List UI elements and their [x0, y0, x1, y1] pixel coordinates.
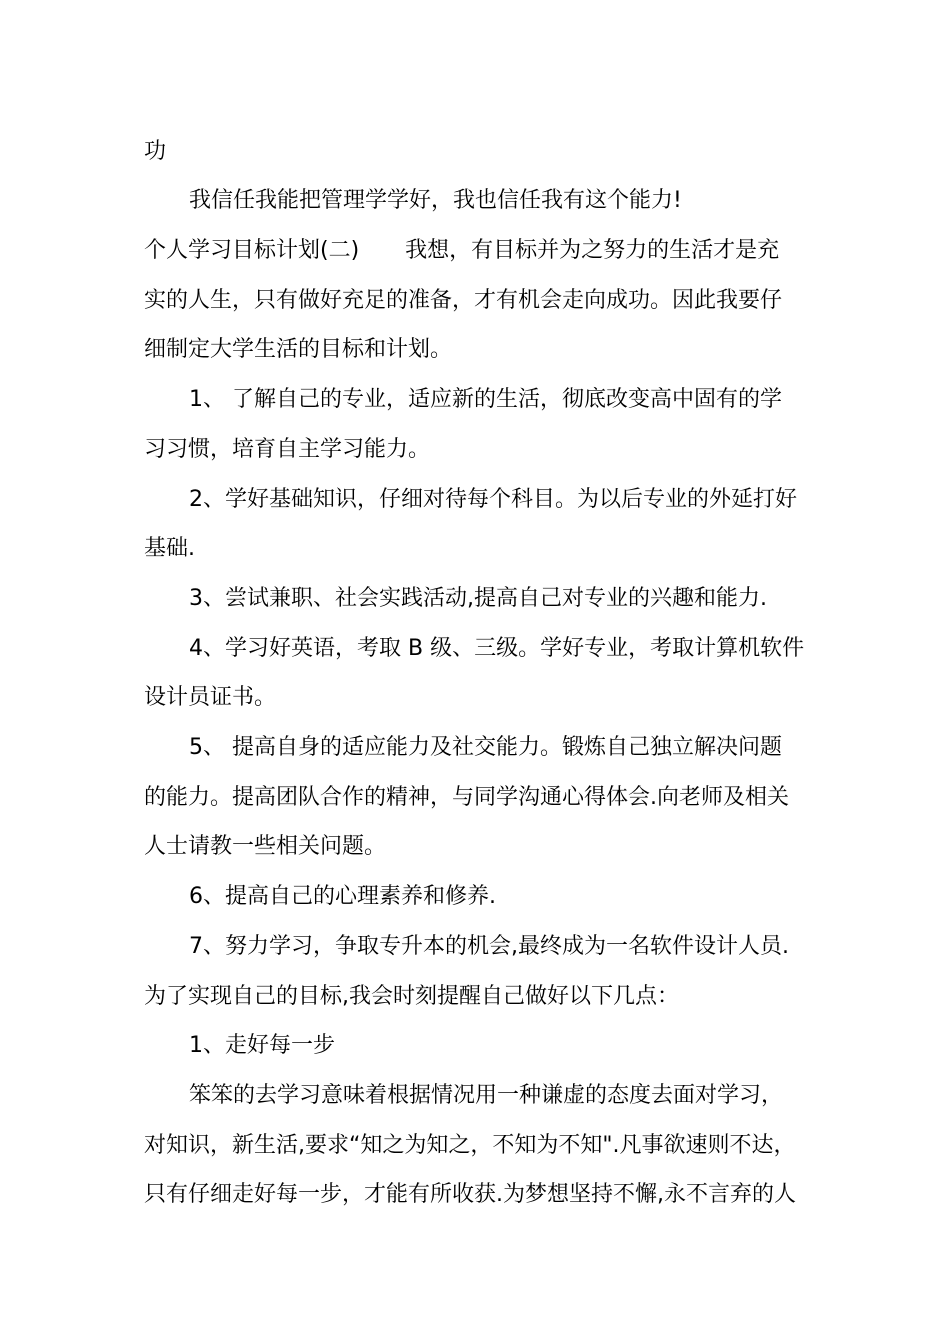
text-line: 细制定大学生活的目标和计划。 [144, 337, 453, 362]
text-line: 的能力。提高团队合作的精神，与同学沟通心得体会.向老师及相关 [144, 785, 789, 810]
text-line: 1、 了解自己的专业，适应新的生活，彻底改变高中固有的学 [189, 387, 782, 412]
text-line: 6、提高自己的心理素养和修养. [189, 884, 496, 909]
text-segment: 我想，有目标并为之努力的生活才是充 [405, 238, 780, 263]
text-line: 7、努力学习，争取专升本的机会,最终成为一名软件设计人员. [189, 934, 789, 959]
text-line: 我信任我能把管理学学好，我也信任我有这个能力! [189, 188, 682, 213]
text-line: 设计员证书。 [144, 685, 277, 710]
text-line-with-heading [144, 235, 816, 267]
section-heading: 个人学习目标计划(二) [144, 238, 360, 263]
text-line: 只有仔细走好每一步，才能有所收获.为梦想坚持不懈,永不言弃的人 [144, 1182, 796, 1207]
text-line: 4、学习好英语，考取 B 级、三级。学好专业，考取计算机软件 [189, 636, 805, 661]
text-line: 习习惯，培育自主学习能力。 [144, 437, 431, 462]
text-line: 对知识，新生活,要求“知之为知之，不知为不知".凡事欲速则不达， [144, 1133, 796, 1158]
text-line: 5、 提高自身的适应能力及社交能力。锻炼自己独立解决问题 [189, 735, 782, 760]
text-line: 2、学好基础知识，仔细对待每个科目。为以后专业的外延打好 [189, 487, 797, 512]
text-line: 为了实现自己的目标,我会时刻提醒自己做好以下几点： [144, 984, 679, 1009]
text-line: 基础. [144, 536, 195, 561]
text-line: 功 [144, 139, 167, 164]
text-line: 人士请教一些相关问题。 [144, 834, 387, 859]
text-line: 实的人生，只有做好充足的准备，才有机会走向成功。因此我要仔 [144, 288, 783, 313]
text-line: 3、尝试兼职、社会实践活动,提高自己对专业的兴趣和能力. [189, 586, 767, 611]
text-line: 笨笨的去学习意味着根据情况用一种谦虚的态度去面对学习， [189, 1083, 784, 1108]
text-line: 1、走好每一步 [189, 1033, 335, 1058]
